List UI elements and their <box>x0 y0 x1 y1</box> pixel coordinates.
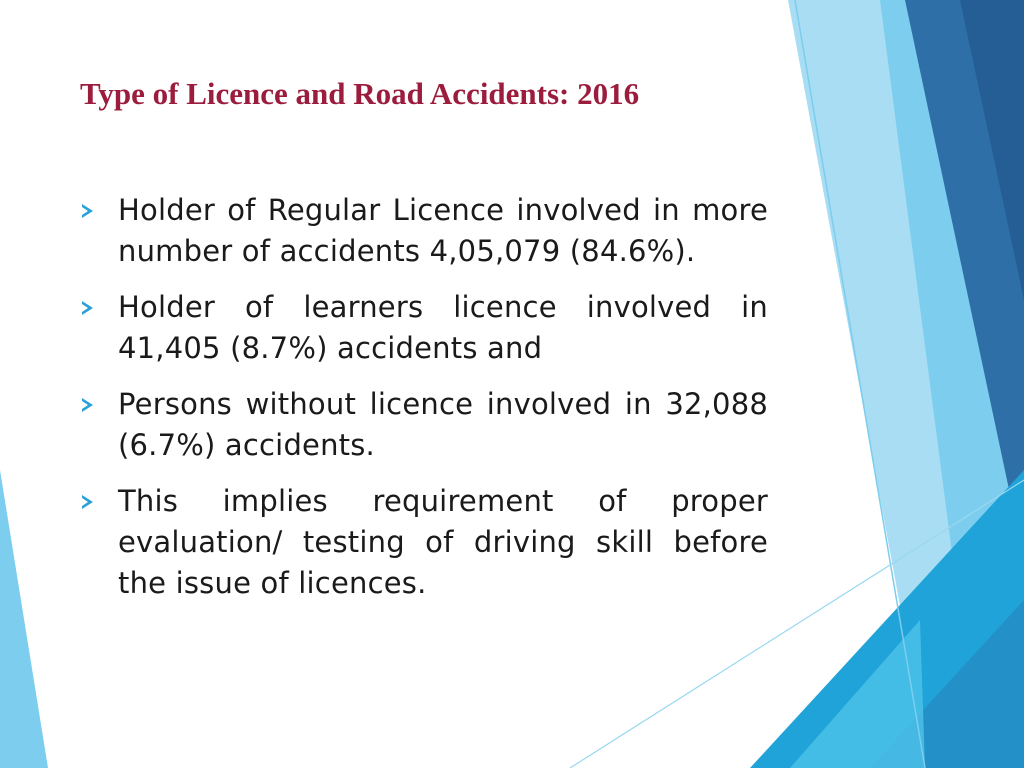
bullet-without-licence <box>80 384 768 466</box>
slide-title: Type of Licence and Road Accidents: 2016 <box>80 76 640 111</box>
arrowhead-bullet-icon <box>82 495 93 509</box>
bullet-text: Holder of Regular Licence involved in more number of accidents 4,05,079 (84.6%). <box>118 193 768 268</box>
bullet-text: This implies requirement of proper evaluation/ testing of driving skill before the issue of licences. <box>118 484 768 600</box>
deco-left-sliver <box>0 470 48 768</box>
bullet-list <box>80 190 768 619</box>
arrowhead-bullet-icon <box>82 398 93 412</box>
bullet-learners-licence <box>80 287 768 369</box>
bullet-implication <box>80 481 768 604</box>
bullet-text: Holder of learners licence involved in 41,405 (8.7%) accidents and <box>118 290 768 365</box>
deco-bottom-shine <box>790 620 925 768</box>
bullet-text: Persons without licence involved in 32,088 (6.7%) accidents. <box>118 387 768 462</box>
arrowhead-bullet-icon <box>82 301 93 315</box>
arrowhead-bullet-icon <box>82 204 93 218</box>
bullet-regular-licence <box>80 190 768 272</box>
